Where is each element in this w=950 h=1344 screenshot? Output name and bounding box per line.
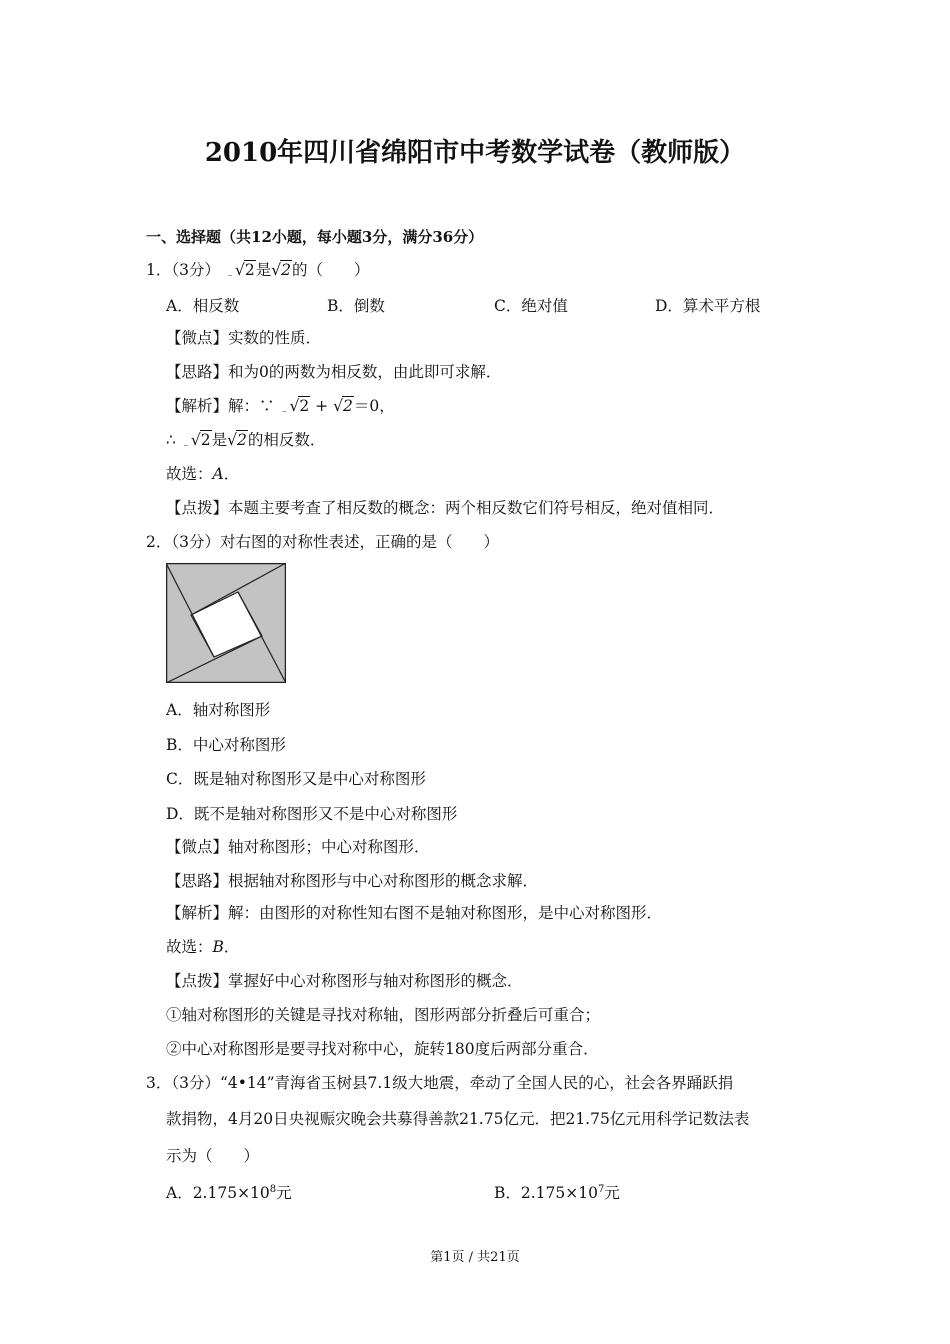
q1-tip: 【点拨】本题主要考查了相反数的概念：两个相反数它们符号相反，绝对值相同． <box>166 499 725 517</box>
page-footer: 第1页 / 共21页 <box>430 1250 520 1265</box>
choose-answer: A <box>212 465 224 483</box>
q2-option-b: B．中心对称图形 <box>166 736 286 754</box>
option-value: A．2.175×10 <box>166 1184 270 1202</box>
question-3-line-2: 款捐物，4月20日央视赈灾晚会共募得善款21.75亿元．把21.75亿元用科学记数法表 <box>166 1110 750 1128</box>
q2-option-d: D．既不是轴对称图形又不是中心对称图形 <box>166 805 458 823</box>
sqrt-expression: √2 <box>234 261 255 279</box>
q1-option-b: B．倒数 <box>327 297 385 315</box>
q3-option-a <box>166 1181 292 1203</box>
q1-option-d: D．算术平方根 <box>655 297 761 315</box>
sqrt-expression: √2 <box>289 397 310 415</box>
analysis-label: 【解析】解：∵ <box>166 397 275 415</box>
choose-answer: B <box>212 938 224 956</box>
question-2-stem: 2．（3分）对右图的对称性表述，正确的是（ ） <box>146 533 499 551</box>
text-is: 是 <box>255 261 272 279</box>
question-3-line-1: 3．（3分）“4•14”青海省玉树县7.1级大地震，牵动了全国人民的心，社会各界踊跃捐 <box>146 1074 734 1092</box>
q1-choose <box>166 464 239 484</box>
sqrt-expression: √2 <box>333 397 353 415</box>
choose-end: ． <box>223 938 240 956</box>
question-1-stem <box>146 260 370 286</box>
exponent: 7 <box>597 1183 605 1195</box>
sqrt-expression: √2 <box>190 431 211 449</box>
sqrt-expression: √2 <box>227 431 247 449</box>
choose-label: 故选： <box>166 465 213 483</box>
q2-point: 【微点】轴对称图形；中心对称图形． <box>166 838 430 856</box>
section-heading: 一、选择题（共12小题，每小题3分，满分36分） <box>146 228 484 246</box>
unit: 元 <box>276 1184 292 1202</box>
q1-point: 【微点】实数的性质． <box>166 329 322 347</box>
choose-label: 故选： <box>166 938 213 956</box>
q2-note-1: ①轴对称图形的关键是寻找对称轴，图形两部分折叠后可重合； <box>166 1006 601 1024</box>
choose-end: ． <box>223 465 240 483</box>
q1-option-a: A．相反数 <box>166 297 240 315</box>
q2-choose <box>166 937 239 957</box>
therefore-tail: 的相反数． <box>247 431 326 449</box>
exponent: 8 <box>269 1183 277 1195</box>
q2-idea: 【思路】根据轴对称图形与中心对称图形的概念求解． <box>166 872 539 890</box>
unit: 元 <box>604 1184 620 1202</box>
minus-sign: ﹣ <box>224 270 235 281</box>
q1-therefore <box>166 430 325 456</box>
text-is: 是 <box>211 431 228 449</box>
q2-option-c: C．既是轴对称图形又是中心对称图形 <box>166 770 426 788</box>
question-3-line-3: 示为（ ） <box>166 1147 260 1165</box>
option-value: B．2.175×10 <box>494 1184 598 1202</box>
q2-analysis: 【解析】解：由图形的对称性知右图不是轴对称图形，是中心对称图形． <box>166 904 663 922</box>
q3-option-b <box>494 1181 620 1203</box>
q2-note-2: ②中心对称图形是要寻找对称中心，旋转180度后两部分重合． <box>166 1040 599 1058</box>
sqrt-expression: √2 <box>271 261 291 279</box>
q1-option-c: C．绝对值 <box>494 297 568 315</box>
q1-idea: 【思路】和为0的两数为相反数，由此即可求解． <box>166 363 502 381</box>
equals-zero: ＝0， <box>353 397 395 415</box>
text-of: 的（ ） <box>291 261 370 279</box>
q2-tip: 【点拨】掌握好中心对称图形与轴对称图形的概念． <box>166 972 523 990</box>
minus-sign: ﹣ <box>279 406 290 417</box>
plus-sign: + <box>315 397 329 415</box>
page-title: 2010年四川省绵阳市中考数学试卷（教师版） <box>204 138 746 168</box>
question-number: 1． <box>146 261 172 279</box>
q2-option-a: A．轴对称图形 <box>166 701 271 719</box>
pinwheel-square-figure <box>166 563 286 683</box>
therefore-symbol: ∴ <box>166 431 176 449</box>
minus-sign: ﹣ <box>180 440 191 451</box>
q1-analysis <box>166 396 395 422</box>
question-score: （3分） <box>171 261 220 279</box>
